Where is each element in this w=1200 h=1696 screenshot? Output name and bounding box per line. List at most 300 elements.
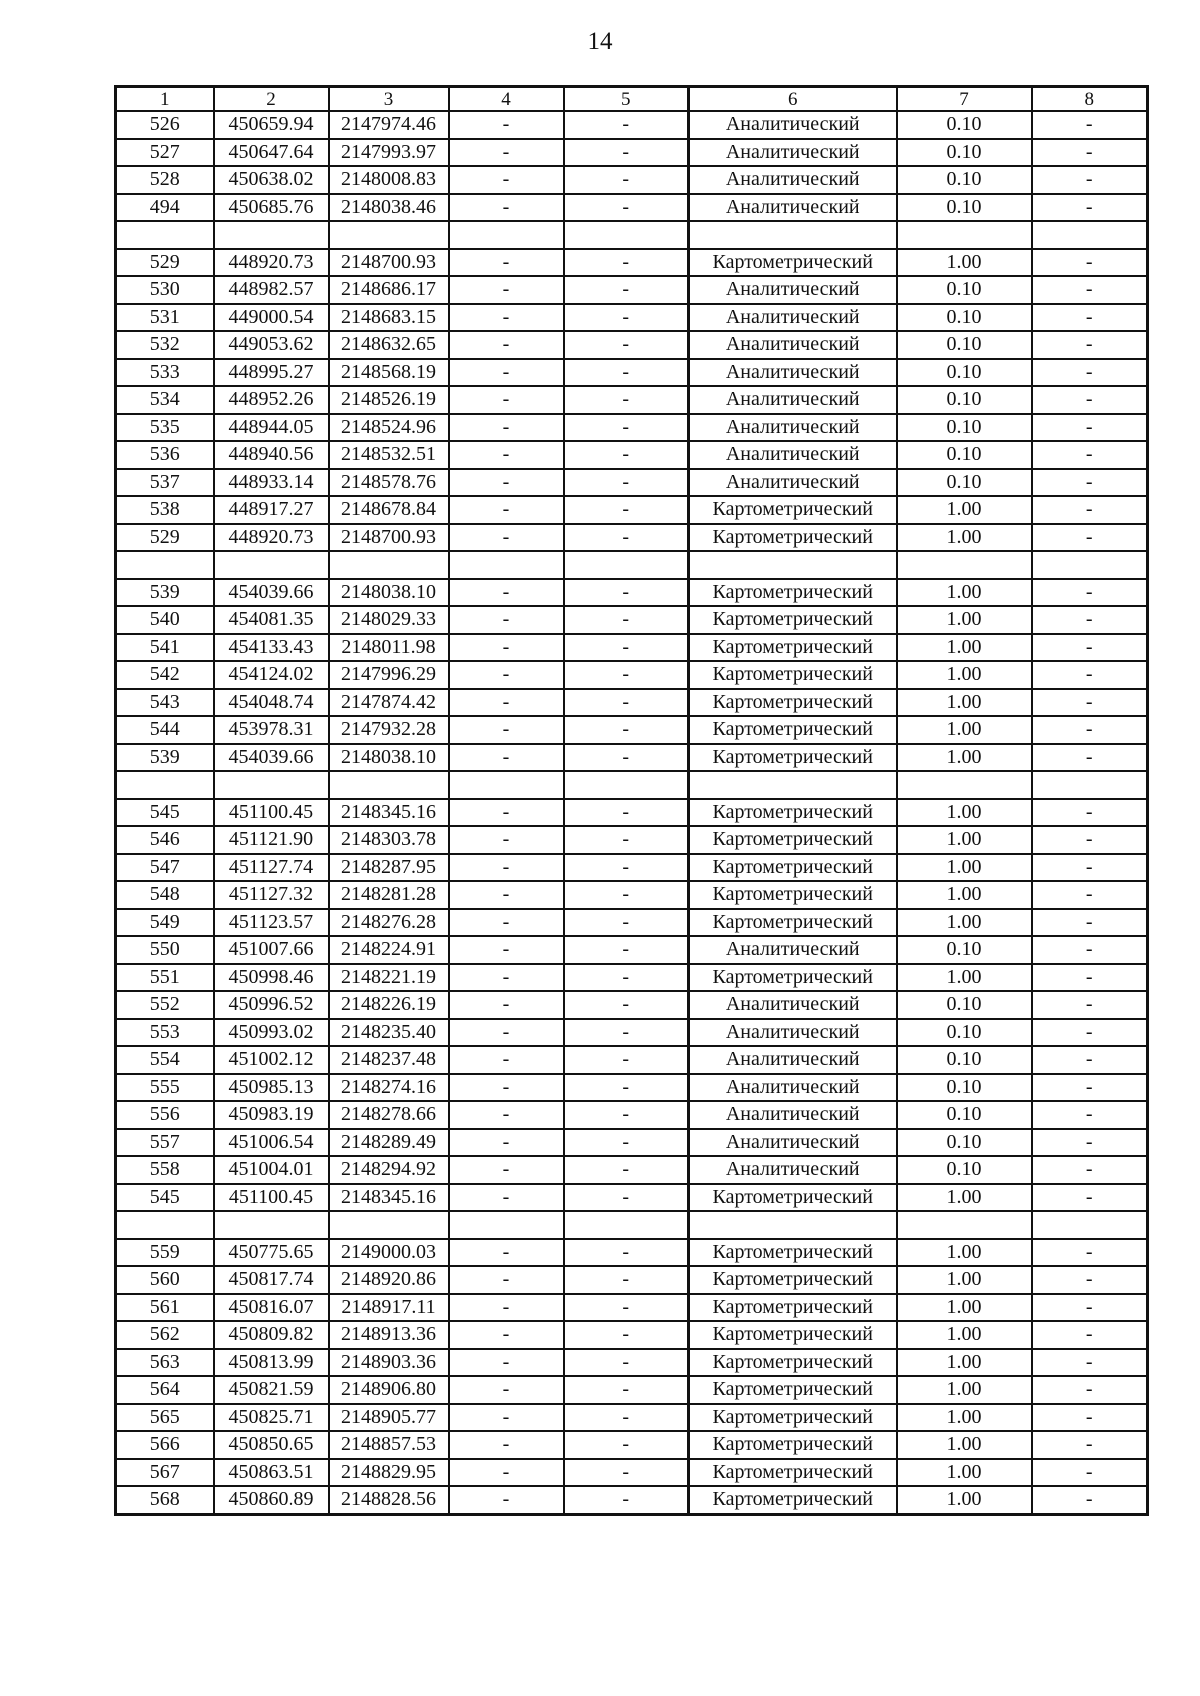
col8-cell: -: [1032, 716, 1148, 744]
table-row: [116, 496, 1148, 524]
col4-cell: [449, 221, 564, 249]
table-row: [116, 1486, 1148, 1514]
col4-cell: -: [449, 1019, 564, 1047]
x-coordinate-cell: 450813.99: [214, 1349, 329, 1377]
col8-cell: -: [1032, 1321, 1148, 1349]
method-cell: Аналитический: [689, 1156, 897, 1184]
accuracy-cell: 1.00: [897, 524, 1032, 552]
table-row: [116, 606, 1148, 634]
col4-cell: -: [449, 1184, 564, 1212]
col5-cell: -: [564, 1486, 689, 1514]
x-coordinate-cell: 450993.02: [214, 1019, 329, 1047]
x-coordinate-cell: 451100.45: [214, 799, 329, 827]
y-coordinate-cell: 2148235.40: [329, 1019, 449, 1047]
y-coordinate-cell: 2148917.11: [329, 1294, 449, 1322]
accuracy-cell: 1.00: [897, 799, 1032, 827]
x-coordinate-cell: 450659.94: [214, 111, 329, 139]
col4-cell: -: [449, 991, 564, 1019]
accuracy-cell: 0.10: [897, 1156, 1032, 1184]
col5-cell: -: [564, 854, 689, 882]
column-header: 4: [449, 87, 564, 112]
table-row: [116, 1294, 1148, 1322]
col5-cell: -: [564, 991, 689, 1019]
table-row: [116, 276, 1148, 304]
x-coordinate-cell: [214, 221, 329, 249]
accuracy-cell: 0.10: [897, 359, 1032, 387]
x-coordinate-cell: 450860.89: [214, 1486, 329, 1514]
point-number-cell: 545: [116, 1184, 214, 1212]
col8-cell: -: [1032, 1046, 1148, 1074]
col5-cell: -: [564, 1129, 689, 1157]
point-number-cell: 555: [116, 1074, 214, 1102]
col8-cell: -: [1032, 359, 1148, 387]
y-coordinate-cell: 2148345.16: [329, 1184, 449, 1212]
point-number-cell: 548: [116, 881, 214, 909]
point-number-cell: 567: [116, 1459, 214, 1487]
method-cell: [689, 771, 897, 799]
col4-cell: -: [449, 1266, 564, 1294]
table-row: [116, 194, 1148, 222]
x-coordinate-cell: 451100.45: [214, 1184, 329, 1212]
accuracy-cell: 1.00: [897, 1459, 1032, 1487]
col8-cell: -: [1032, 386, 1148, 414]
col5-cell: -: [564, 276, 689, 304]
col8-cell: -: [1032, 854, 1148, 882]
point-number-cell: 560: [116, 1266, 214, 1294]
point-number-cell: 552: [116, 991, 214, 1019]
col5-cell: -: [564, 469, 689, 497]
col8-cell: -: [1032, 634, 1148, 662]
method-cell: [689, 221, 897, 249]
point-number-cell: 568: [116, 1486, 214, 1514]
x-coordinate-cell: 450685.76: [214, 194, 329, 222]
col4-cell: -: [449, 661, 564, 689]
y-coordinate-cell: 2148289.49: [329, 1129, 449, 1157]
point-number-cell: 526: [116, 111, 214, 139]
table-separator-row: [116, 1211, 1148, 1239]
col4-cell: -: [449, 166, 564, 194]
col5-cell: -: [564, 1019, 689, 1047]
table-row: [116, 139, 1148, 167]
accuracy-cell: 1.00: [897, 606, 1032, 634]
accuracy-cell: 1.00: [897, 634, 1032, 662]
col5-cell: -: [564, 881, 689, 909]
col5-cell: -: [564, 1459, 689, 1487]
point-number-cell: 550: [116, 936, 214, 964]
col5-cell: -: [564, 634, 689, 662]
col4-cell: -: [449, 606, 564, 634]
accuracy-cell: 0.10: [897, 386, 1032, 414]
point-number-cell: 531: [116, 304, 214, 332]
col5-cell: [564, 771, 689, 799]
col8-cell: -: [1032, 991, 1148, 1019]
y-coordinate-cell: 2147874.42: [329, 689, 449, 717]
x-coordinate-cell: 454039.66: [214, 579, 329, 607]
point-number-cell: 533: [116, 359, 214, 387]
y-coordinate-cell: 2148278.66: [329, 1101, 449, 1129]
method-cell: Картометрический: [689, 1486, 897, 1514]
table-row: [116, 991, 1148, 1019]
x-coordinate-cell: 450996.52: [214, 991, 329, 1019]
col4-cell: -: [449, 854, 564, 882]
col8-cell: -: [1032, 826, 1148, 854]
col5-cell: -: [564, 826, 689, 854]
col4-cell: -: [449, 194, 564, 222]
col4-cell: -: [449, 1349, 564, 1377]
x-coordinate-cell: 449000.54: [214, 304, 329, 332]
y-coordinate-cell: 2148906.80: [329, 1376, 449, 1404]
table-row: [116, 689, 1148, 717]
y-coordinate-cell: 2148294.92: [329, 1156, 449, 1184]
y-coordinate-cell: 2148524.96: [329, 414, 449, 442]
y-coordinate-cell: 2147932.28: [329, 716, 449, 744]
method-cell: Аналитический: [689, 276, 897, 304]
col4-cell: -: [449, 1459, 564, 1487]
col4-cell: -: [449, 496, 564, 524]
col8-cell: -: [1032, 1074, 1148, 1102]
table-row: [116, 1184, 1148, 1212]
table-row: [116, 111, 1148, 139]
col5-cell: -: [564, 1376, 689, 1404]
col5-cell: -: [564, 964, 689, 992]
col5-cell: -: [564, 716, 689, 744]
x-coordinate-cell: 451007.66: [214, 936, 329, 964]
col8-cell: -: [1032, 496, 1148, 524]
col4-cell: -: [449, 826, 564, 854]
y-coordinate-cell: 2148029.33: [329, 606, 449, 634]
accuracy-cell: 0.10: [897, 111, 1032, 139]
accuracy-cell: 0.10: [897, 194, 1032, 222]
table-row: [116, 1459, 1148, 1487]
table-row: [116, 1404, 1148, 1432]
table-row: [116, 1321, 1148, 1349]
col4-cell: -: [449, 524, 564, 552]
col5-cell: -: [564, 909, 689, 937]
col8-cell: -: [1032, 744, 1148, 772]
col5-cell: [564, 221, 689, 249]
y-coordinate-cell: 2148276.28: [329, 909, 449, 937]
col5-cell: -: [564, 441, 689, 469]
y-coordinate-cell: 2149000.03: [329, 1239, 449, 1267]
col8-cell: -: [1032, 661, 1148, 689]
x-coordinate-cell: 450998.46: [214, 964, 329, 992]
col4-cell: -: [449, 799, 564, 827]
x-coordinate-cell: 450775.65: [214, 1239, 329, 1267]
x-coordinate-cell: 451004.01: [214, 1156, 329, 1184]
method-cell: Аналитический: [689, 414, 897, 442]
x-coordinate-cell: 450850.65: [214, 1431, 329, 1459]
x-coordinate-cell: 454081.35: [214, 606, 329, 634]
accuracy-cell: 1.00: [897, 689, 1032, 717]
col5-cell: -: [564, 579, 689, 607]
point-number-cell: 534: [116, 386, 214, 414]
y-coordinate-cell: 2147996.29: [329, 661, 449, 689]
accuracy-cell: 0.10: [897, 1074, 1032, 1102]
point-number-cell: 536: [116, 441, 214, 469]
y-coordinate-cell: [329, 221, 449, 249]
table-row: [116, 579, 1148, 607]
method-cell: [689, 551, 897, 579]
x-coordinate-cell: 451127.32: [214, 881, 329, 909]
point-number-cell: 540: [116, 606, 214, 634]
y-coordinate-cell: 2148303.78: [329, 826, 449, 854]
accuracy-cell: 1.00: [897, 881, 1032, 909]
accuracy-cell: 1.00: [897, 826, 1032, 854]
col4-cell: -: [449, 1486, 564, 1514]
y-coordinate-cell: 2148700.93: [329, 249, 449, 277]
y-coordinate-cell: 2148038.46: [329, 194, 449, 222]
accuracy-cell: 1.00: [897, 1239, 1032, 1267]
col8-cell: [1032, 1211, 1148, 1239]
y-coordinate-cell: 2148686.17: [329, 276, 449, 304]
accuracy-cell: 1.00: [897, 909, 1032, 937]
col4-cell: [449, 551, 564, 579]
col5-cell: -: [564, 524, 689, 552]
col8-cell: -: [1032, 579, 1148, 607]
col8-cell: -: [1032, 166, 1148, 194]
point-number-cell: 528: [116, 166, 214, 194]
y-coordinate-cell: 2148683.15: [329, 304, 449, 332]
method-cell: Картометрический: [689, 1431, 897, 1459]
y-coordinate-cell: 2148224.91: [329, 936, 449, 964]
method-cell: Картометрический: [689, 881, 897, 909]
col4-cell: -: [449, 441, 564, 469]
col4-cell: -: [449, 1321, 564, 1349]
point-number-cell: 559: [116, 1239, 214, 1267]
method-cell: Аналитический: [689, 166, 897, 194]
col8-cell: -: [1032, 689, 1148, 717]
method-cell: Аналитический: [689, 331, 897, 359]
method-cell: Картометрический: [689, 606, 897, 634]
y-coordinate-cell: 2148281.28: [329, 881, 449, 909]
table-row: [116, 1046, 1148, 1074]
method-cell: Аналитический: [689, 304, 897, 332]
accuracy-cell: 1.00: [897, 744, 1032, 772]
x-coordinate-cell: 448995.27: [214, 359, 329, 387]
page-number: 14: [587, 28, 613, 55]
table-row: [116, 1129, 1148, 1157]
col8-cell: -: [1032, 304, 1148, 332]
accuracy-cell: 0.10: [897, 469, 1032, 497]
col8-cell: -: [1032, 1156, 1148, 1184]
method-cell: Картометрический: [689, 1266, 897, 1294]
col5-cell: -: [564, 1046, 689, 1074]
point-number-cell: 535: [116, 414, 214, 442]
col8-cell: -: [1032, 469, 1148, 497]
x-coordinate-cell: 448982.57: [214, 276, 329, 304]
point-number-cell: [116, 771, 214, 799]
x-coordinate-cell: 450816.07: [214, 1294, 329, 1322]
table-row: [116, 469, 1148, 497]
col4-cell: -: [449, 1239, 564, 1267]
col8-cell: -: [1032, 276, 1148, 304]
y-coordinate-cell: 2148913.36: [329, 1321, 449, 1349]
point-number-cell: 527: [116, 139, 214, 167]
col8-cell: -: [1032, 249, 1148, 277]
col4-cell: -: [449, 331, 564, 359]
table-row: [116, 964, 1148, 992]
col5-cell: -: [564, 331, 689, 359]
col5-cell: -: [564, 1294, 689, 1322]
table-row: [116, 1156, 1148, 1184]
col8-cell: -: [1032, 1019, 1148, 1047]
y-coordinate-cell: 2148221.19: [329, 964, 449, 992]
point-number-cell: 543: [116, 689, 214, 717]
point-number-cell: 551: [116, 964, 214, 992]
col8-cell: [1032, 221, 1148, 249]
point-number-cell: 538: [116, 496, 214, 524]
accuracy-cell: [897, 1211, 1032, 1239]
col4-cell: -: [449, 276, 564, 304]
column-header: 5: [564, 87, 689, 112]
col4-cell: -: [449, 1431, 564, 1459]
col5-cell: -: [564, 166, 689, 194]
col8-cell: -: [1032, 441, 1148, 469]
x-coordinate-cell: 448952.26: [214, 386, 329, 414]
table-row: [116, 304, 1148, 332]
x-coordinate-cell: 451006.54: [214, 1129, 329, 1157]
method-cell: Картометрический: [689, 964, 897, 992]
method-cell: Картометрический: [689, 716, 897, 744]
col5-cell: -: [564, 1349, 689, 1377]
x-coordinate-cell: 448920.73: [214, 249, 329, 277]
point-number-cell: 542: [116, 661, 214, 689]
x-coordinate-cell: [214, 1211, 329, 1239]
method-cell: Картометрический: [689, 744, 897, 772]
y-coordinate-cell: 2148526.19: [329, 386, 449, 414]
col4-cell: -: [449, 1294, 564, 1322]
col4-cell: -: [449, 716, 564, 744]
x-coordinate-cell: 454124.02: [214, 661, 329, 689]
accuracy-cell: 0.10: [897, 139, 1032, 167]
y-coordinate-cell: 2148568.19: [329, 359, 449, 387]
y-coordinate-cell: 2148038.10: [329, 579, 449, 607]
col4-cell: -: [449, 1101, 564, 1129]
col5-cell: -: [564, 304, 689, 332]
table-row: [116, 1074, 1148, 1102]
col8-cell: -: [1032, 799, 1148, 827]
col4-cell: -: [449, 469, 564, 497]
method-cell: Картометрический: [689, 1459, 897, 1487]
y-coordinate-cell: 2148038.10: [329, 744, 449, 772]
x-coordinate-cell: 449053.62: [214, 331, 329, 359]
accuracy-cell: 0.10: [897, 331, 1032, 359]
accuracy-cell: 0.10: [897, 304, 1032, 332]
accuracy-cell: 1.00: [897, 1376, 1032, 1404]
col8-cell: -: [1032, 881, 1148, 909]
accuracy-cell: 0.10: [897, 441, 1032, 469]
method-cell: Аналитический: [689, 1101, 897, 1129]
method-cell: Аналитический: [689, 139, 897, 167]
point-number-cell: 553: [116, 1019, 214, 1047]
col4-cell: -: [449, 414, 564, 442]
col8-cell: [1032, 551, 1148, 579]
point-number-cell: 530: [116, 276, 214, 304]
col8-cell: -: [1032, 1239, 1148, 1267]
point-number-cell: [116, 551, 214, 579]
col5-cell: -: [564, 689, 689, 717]
column-header: 7: [897, 87, 1032, 112]
table-row: [116, 909, 1148, 937]
col5-cell: -: [564, 1101, 689, 1129]
accuracy-cell: 1.00: [897, 1184, 1032, 1212]
x-coordinate-cell: 451002.12: [214, 1046, 329, 1074]
point-number-cell: 554: [116, 1046, 214, 1074]
table-separator-row: [116, 771, 1148, 799]
accuracy-cell: 1.00: [897, 1486, 1032, 1514]
accuracy-cell: 1.00: [897, 964, 1032, 992]
col8-cell: -: [1032, 139, 1148, 167]
point-number-cell: [116, 221, 214, 249]
table-separator-row: [116, 551, 1148, 579]
method-cell: Картометрический: [689, 249, 897, 277]
method-cell: Картометрический: [689, 1349, 897, 1377]
table-row: [116, 359, 1148, 387]
table-row: [116, 331, 1148, 359]
x-coordinate-cell: 448917.27: [214, 496, 329, 524]
x-coordinate-cell: 451123.57: [214, 909, 329, 937]
point-number-cell: 549: [116, 909, 214, 937]
col8-cell: -: [1032, 1349, 1148, 1377]
table-row: [116, 936, 1148, 964]
point-number-cell: 565: [116, 1404, 214, 1432]
method-cell: Аналитический: [689, 441, 897, 469]
point-number-cell: 557: [116, 1129, 214, 1157]
col8-cell: -: [1032, 1376, 1148, 1404]
column-header: 6: [689, 87, 897, 112]
table-body: [116, 87, 1148, 1515]
col5-cell: -: [564, 194, 689, 222]
col5-cell: -: [564, 249, 689, 277]
y-coordinate-cell: 2148903.36: [329, 1349, 449, 1377]
column-header: 3: [329, 87, 449, 112]
col5-cell: -: [564, 1184, 689, 1212]
x-coordinate-cell: 450863.51: [214, 1459, 329, 1487]
y-coordinate-cell: [329, 551, 449, 579]
col4-cell: -: [449, 139, 564, 167]
col5-cell: -: [564, 1404, 689, 1432]
y-coordinate-cell: 2147974.46: [329, 111, 449, 139]
col5-cell: -: [564, 1266, 689, 1294]
x-coordinate-cell: 450985.13: [214, 1074, 329, 1102]
col5-cell: -: [564, 359, 689, 387]
accuracy-cell: 0.10: [897, 166, 1032, 194]
table-row: [116, 1019, 1148, 1047]
method-cell: Картометрический: [689, 799, 897, 827]
x-coordinate-cell: 454133.43: [214, 634, 329, 662]
col5-cell: -: [564, 1074, 689, 1102]
table-row: [116, 1431, 1148, 1459]
x-coordinate-cell: 450825.71: [214, 1404, 329, 1432]
accuracy-cell: 0.10: [897, 936, 1032, 964]
point-number-cell: [116, 1211, 214, 1239]
table-row: [116, 524, 1148, 552]
x-coordinate-cell: 448944.05: [214, 414, 329, 442]
col8-cell: [1032, 771, 1148, 799]
col8-cell: -: [1032, 1101, 1148, 1129]
col4-cell: -: [449, 936, 564, 964]
point-number-cell: 529: [116, 524, 214, 552]
accuracy-cell: 0.10: [897, 1101, 1032, 1129]
accuracy-cell: 1.00: [897, 1294, 1032, 1322]
col4-cell: -: [449, 689, 564, 717]
accuracy-cell: [897, 551, 1032, 579]
table-row: [116, 634, 1148, 662]
col8-cell: -: [1032, 1266, 1148, 1294]
y-coordinate-cell: 2148226.19: [329, 991, 449, 1019]
method-cell: Аналитический: [689, 1129, 897, 1157]
x-coordinate-cell: [214, 771, 329, 799]
